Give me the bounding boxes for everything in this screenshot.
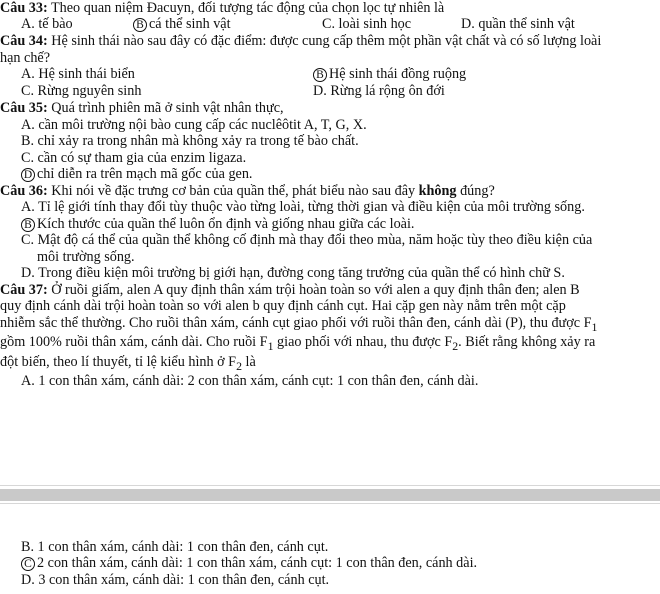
subscript: 2 bbox=[452, 338, 459, 353]
answer-circle-mark: B bbox=[133, 18, 147, 32]
option-a: A. tế bào bbox=[21, 16, 73, 33]
option-c: C. Mật độ cá thể của quần thể không cố định mà thay đổi theo mùa, năm hoặc tùy theo điều kiện của bbox=[21, 232, 593, 249]
question-37-line4 bbox=[0, 334, 660, 354]
option-d-text: chỉ diễn ra trên mạch mã gốc của gen. bbox=[37, 166, 253, 183]
line-text: . Biết rằng không xảy ra bbox=[458, 334, 596, 351]
question-text: Ở ruồi giấm, alen A quy định thân xám trội hoàn toàn so với alen a quy định thân đen; alen B bbox=[51, 281, 580, 298]
option-b: B. 1 con thân xám, cánh dài: 1 con thân đen, cánh cụt. bbox=[21, 539, 329, 555]
question-text: Quá trình phiên mã ở sinh vật nhân thực, bbox=[51, 100, 284, 117]
subscript: 1 bbox=[591, 319, 598, 334]
question-number: Câu 36: bbox=[0, 182, 48, 199]
option-a: A. 1 con thân xám, cánh dài: 2 con thân xám, cánh cụt: 1 con thân đen, cánh dài. bbox=[21, 373, 479, 390]
option-c: C. cần có sự tham gia của enzim ligaza. bbox=[21, 149, 247, 166]
q33-options bbox=[0, 16, 660, 33]
question-33 bbox=[0, 0, 660, 16]
answer-circle-mark: B bbox=[313, 68, 327, 82]
question-36 bbox=[0, 183, 660, 199]
question-34 bbox=[0, 33, 660, 49]
page-break-bar bbox=[0, 489, 660, 501]
option-c: C. loài sinh học bbox=[322, 16, 412, 33]
question-37-line5 bbox=[0, 354, 660, 374]
answer-circle-mark: B bbox=[21, 218, 35, 232]
option-c-selected bbox=[0, 555, 660, 571]
question-37-line2: quy định cánh dài trội hoàn toàn so với alen b quy định cánh cụt. Hai cặp gen này nằm trên một cặp bbox=[0, 298, 566, 315]
option-b-selected bbox=[313, 66, 466, 82]
question-34-cont: hạn chế? bbox=[0, 49, 51, 66]
option-d-selected bbox=[0, 166, 660, 182]
option-a: A. Tỉ lệ giới tính thay đổi tùy thuộc vào từng loài, từng thời gian và điều kiện của môi trường sống. bbox=[21, 199, 585, 216]
question-number: Câu 35: bbox=[0, 100, 48, 117]
question-number: Câu 33: bbox=[0, 0, 48, 16]
answer-circle-mark: D bbox=[21, 168, 35, 182]
line-text: là bbox=[245, 353, 256, 370]
page-divider-line bbox=[0, 503, 660, 504]
question-text: Khi nói về đặc trưng cơ bản của quần thể, phát biểu nào sau đây bbox=[51, 182, 416, 199]
question-text: Hệ sinh thái nào sau đây có đặc điểm: được cung cấp thêm một phần vật chất và có số lượng loài bbox=[51, 33, 602, 50]
option-b-text: cá thể sinh vật bbox=[149, 16, 231, 33]
option-a: A. cần môi trường nội bào cung cấp các nuclêôtit A, T, G, X. bbox=[21, 116, 367, 133]
page-divider-line bbox=[0, 485, 660, 486]
option-b-selected bbox=[133, 16, 231, 32]
question-37-line3 bbox=[0, 315, 660, 335]
q34-options-row1 bbox=[0, 66, 660, 83]
option-c-text: 2 con thân xám, cánh dài: 1 con thân xám, cánh cụt: 1 con thân đen, cánh dài. bbox=[37, 555, 478, 572]
option-c: C. Rừng nguyên sinh bbox=[21, 83, 142, 100]
line-text: gồm 100% ruồi thân xám, cánh dài. Cho ruồi F bbox=[0, 334, 268, 351]
option-d: D. quần thể sinh vật bbox=[461, 16, 575, 33]
option-b-text: Kích thước của quần thể luôn ổn định và giống nhau giữa các loài. bbox=[37, 215, 415, 232]
question-emphasis: không bbox=[418, 182, 457, 199]
line-text: nhiễm sắc thể thường. Cho ruồi thân xám, cánh cụt giao phối với ruồi thân đen, cánh dài (P), thu được F bbox=[0, 314, 592, 331]
question-35 bbox=[0, 100, 660, 116]
question-text: Theo quan niệm Đacuyn, đối tượng tác động của chọn lọc tự nhiên là bbox=[51, 0, 445, 16]
answer-circle-mark: C bbox=[21, 557, 35, 571]
question-number: Câu 34: bbox=[0, 33, 48, 50]
line-text: đột biến, theo lí thuyết, tỉ lệ kiểu hình ở F bbox=[0, 353, 237, 370]
question-37 bbox=[0, 282, 660, 298]
subscript: 1 bbox=[267, 338, 274, 353]
subscript: 2 bbox=[236, 358, 242, 373]
option-b: B. chỉ xảy ra trong nhân mà không xảy ra trong tế bào chất. bbox=[21, 133, 359, 150]
option-d: D. Rừng lá rộng ôn đới bbox=[313, 83, 445, 100]
option-b-text: Hệ sinh thái đồng ruộng bbox=[329, 66, 467, 83]
q34-options-row2 bbox=[0, 83, 660, 100]
option-d: D. Trong điều kiện môi trường bị giới hạn, đường cong tăng trưởng của quần thể có hình chữ S. bbox=[21, 265, 565, 282]
option-b-selected bbox=[0, 216, 660, 232]
question-text-end: đúng? bbox=[460, 182, 495, 199]
page-continuation bbox=[0, 539, 660, 588]
option-a: A. Hệ sinh thái biển bbox=[21, 66, 135, 83]
option-c-cont: môi trường sống. bbox=[37, 248, 135, 265]
line-text: giao phối với nhau, thu được F bbox=[277, 334, 453, 351]
option-d: D. 3 con thân xám, cánh dài: 1 con thân đen, cánh cụt. bbox=[21, 571, 330, 588]
question-number: Câu 37: bbox=[0, 281, 48, 298]
